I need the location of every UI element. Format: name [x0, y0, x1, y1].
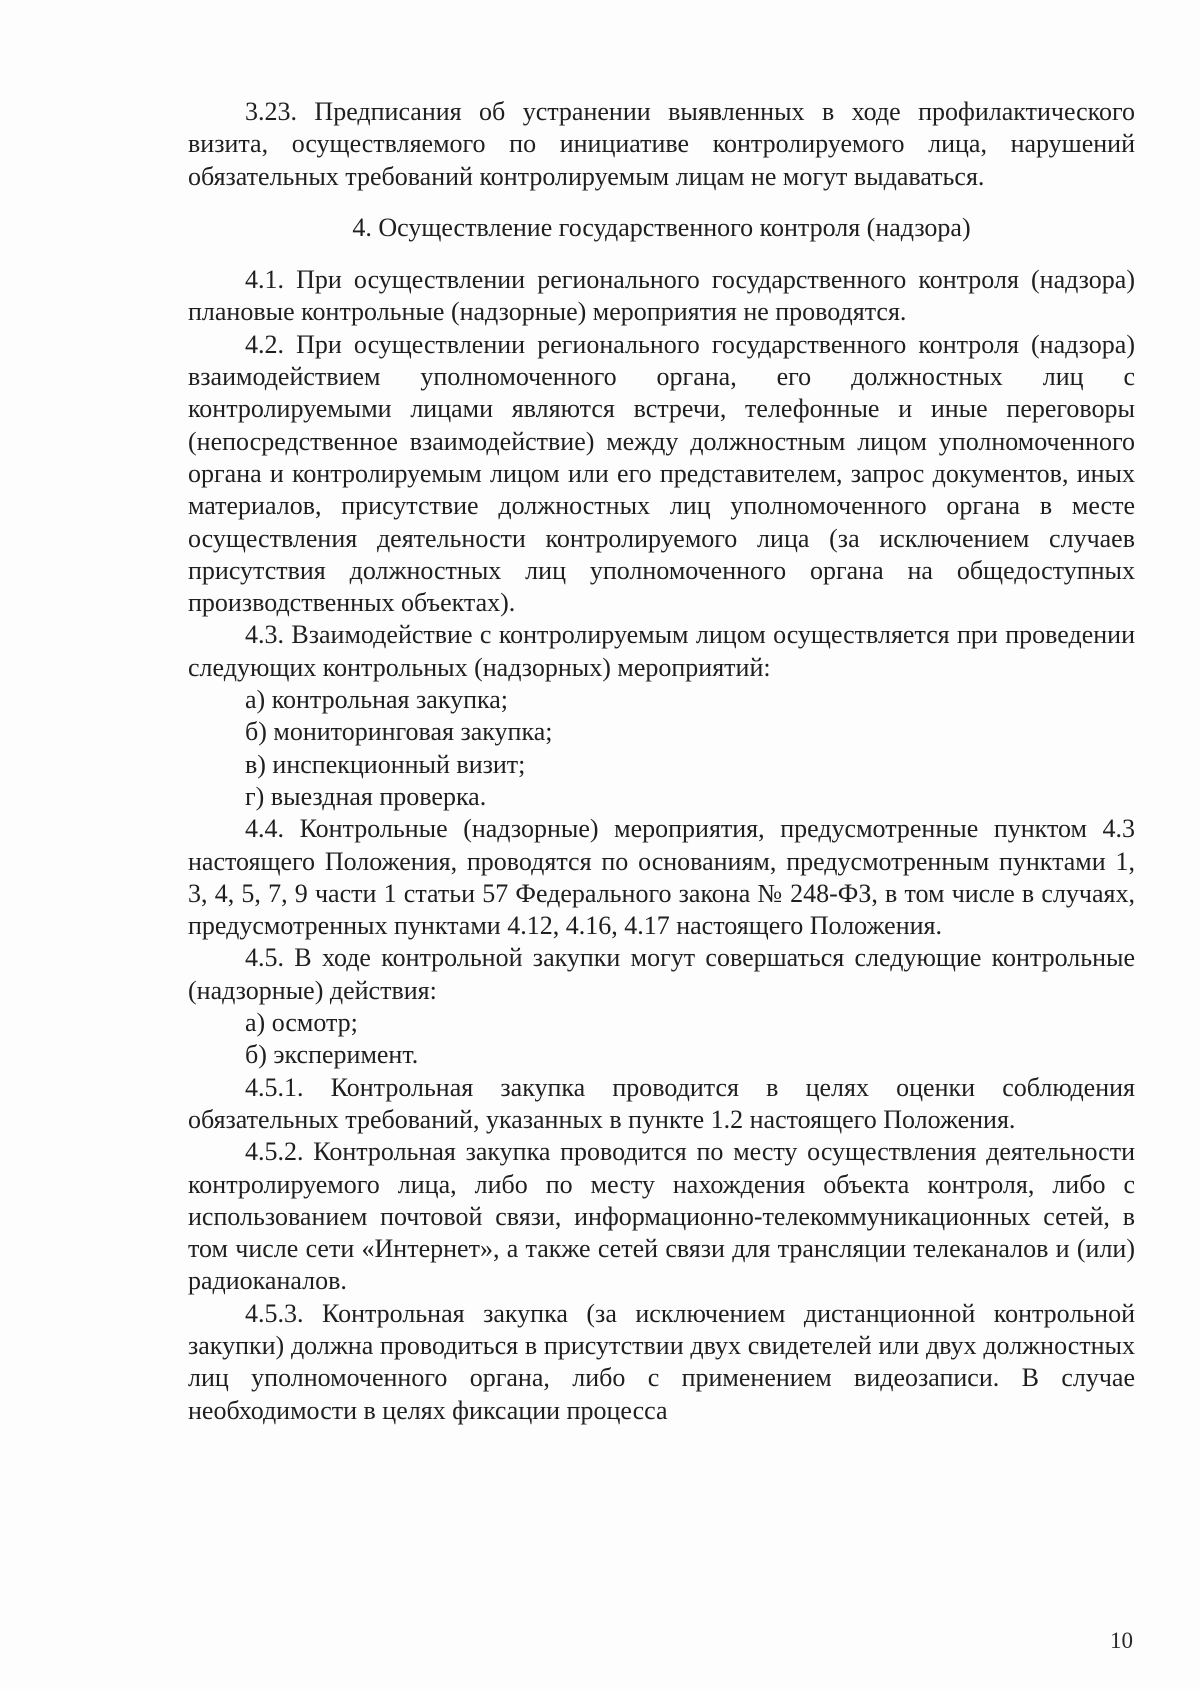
list-item-4-3-a: а) контрольная закупка;	[245, 685, 508, 715]
paragraph-4-5-1: 4.5.1. Контрольная закупка проводится в целях оценки соблюдения обязательных требований, указанных в пункте 1.2 настоящего Положения.	[188, 1072, 1135, 1134]
paragraph-4-3: 4.3. Взаимодействие с контролируемым лицом осуществляется при проведении следующих контрольных (надзорных) мероприятий:	[188, 620, 1135, 682]
paragraph-4-4: 4.4. Контрольные (надзорные) мероприятия, предусмотренные пунктом 4.3 настоящего Положения, проводятся по основаниям, предусмотренным пунктами 1, 3, 4, 5, 7, 9 части 1 статьи 57 Федерального закона № 248-ФЗ, в том числе в случаях, предусмотренных пунктами 4.12, 4.16, 4.17 настоящего Положения.	[188, 814, 1135, 941]
list-item-4-3-g: г) выездная проверка.	[245, 781, 487, 811]
paragraph-4-5-3: 4.5.3. Контрольная закупка (за исключением дистанционной контрольной закупки) должна проводиться в присутствии двух свидетелей или двух должностных лиц уполномоченного органа, либо с применением видеозаписи. В случае необходимости в целях фиксации процесса	[188, 1298, 1135, 1425]
list-item-4-5-b: б) эксперимент.	[245, 1040, 419, 1070]
paragraph-4-5: 4.5. В ходе контрольной закупки могут совершаться следующие контрольные (надзорные) действия:	[188, 943, 1135, 1005]
paragraph-4-1: 4.1. При осуществлении регионального государственного контроля (надзора) плановые контрольные (надзорные) мероприятия не проводятся.	[188, 265, 1135, 327]
paragraph-4-5-2: 4.5.2. Контрольная закупка проводится по месту осуществления деятельности контролируемого лица, либо по месту нахождения объекта контроля, либо с использованием почтовой связи, информационно-телекоммуникационных сетей, в том числе сети «Интернет», а также сетей связи для трансляции телеканалов и (или) радиоканалов.	[188, 1137, 1135, 1296]
page-number: 10	[1110, 1628, 1133, 1653]
paragraph-3-23: 3.23. Предписания об устранении выявленных в ходе профилактического визита, осуществляемого по инициативе контролируемого лица, нарушений обязательных требований контролируемым лицам не могут выдаваться.	[188, 97, 1135, 191]
paragraph-4-2: 4.2. При осуществлении регионального государственного контроля (надзора) взаимодействием уполномоченного органа, его должностных лиц с контролируемыми лицами являются встречи, телефонные и иные переговоры (непосредственное взаимодействие) между должностным лицом уполномоченного органа и контролируемым лицом или его представителем, запрос документов, иных материалов, присутствие должностных лиц уполномоченного органа в месте осуществления деятельности контролируемого лица (за исключением случаев присутствия должностных лиц уполномоченного органа на общедоступных производственных объектах).	[188, 329, 1135, 618]
section-heading-4: 4. Осуществление государственного контроля (надзора)	[352, 212, 971, 242]
list-item-4-3-b: б) мониторинговая закупка;	[245, 717, 553, 747]
list-item-4-5-a: а) осмотр;	[245, 1008, 358, 1038]
list-item-4-3-v: в) инспекционный визит;	[245, 749, 526, 779]
document-body	[188, 96, 1135, 1427]
